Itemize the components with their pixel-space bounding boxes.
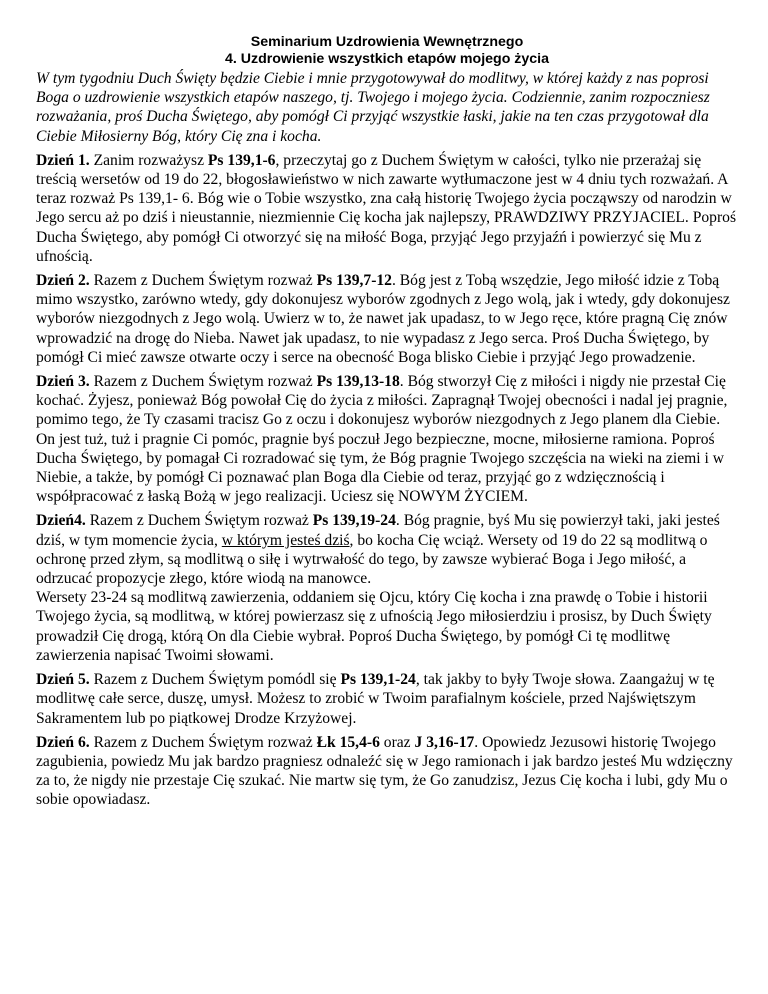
day-2-label: Dzień 2.: [36, 272, 90, 290]
day-5-text-b: , tak jakby to były Twoje słowa. Zaangażuj w tę modlitwę całe serce, duszę, umysł. Możesz to zrobić w Twoim parafialnym kościele, przed Najświętszym Sakramentem lub po piątkowej Drodze Krzyżowej.: [36, 671, 715, 727]
day-1-text-b: , przeczytaj go z Duchem Świętym w całości, tylko nie przerażaj się treścią wersetów od 19 do 22, błogosławieństwo w nich zawarte wytłumaczone jest w 4 dniu tych rozważań. A teraz rozważ Ps 139,1- 6. Bóg wie o Tobie wszystko, zna całą historię Twojego życia począwszy od narodzin w Jego sercu aż po dziś i nieustannie, niezmiennie Cię kocha jak najlepszy, PRAWDZIWY PRZYJACIEL. Poproś Ducha Świętego, aby pomógł Ci otworzyć się na miłość Boga, przyjąć Jego przyjaźń i powierzyć się Mu z ufnością.: [36, 151, 737, 265]
day-3-reference: Ps 139,13-18: [316, 373, 400, 391]
day-5-paragraph: [36, 670, 738, 728]
day-4-reference: Ps 139,19-24: [312, 512, 396, 530]
title-line-2: 4. Uzdrowienie wszystkich etapów mojego życia: [224, 51, 550, 67]
day-4-text-a: Razem z Duchem Świętym rozważ: [85, 512, 313, 530]
day-4-second-part: Wersety 23-24 są modlitwą zawierzenia, oddaniem się Ojcu, który Cię kocha i zna prawdę o Tobie i historii Twojego życia, są modlitwą, w której powierzasz się z ufnością Jego miłosierdziu i prosisz, by Duch Święty prowadził Cię drogą, którą On dla Ciebie wybrał. Poproś Ducha Świętego, by pomógł Ci tę modlitwę zawierzenia napisać Twoimi słowami.: [36, 589, 712, 664]
day-1-label: Dzień 1.: [36, 151, 90, 169]
day-2-text-b: . Bóg jest z Tobą wszędzie, Jego miłość idzie z Tobą mimo wszystko, zarówno wtedy, gdy dokonujesz wyborów zgodnych z Jego wolą, jak i wtedy, gdy dokonujesz wyborów niezgodnych z Jego wolą. Uwierz w to, że nawet jak upadasz, to w Jego ręce, które pragną Cię znów wprowadzić na drogę do Nieba. Nawet jak upadasz, to nie wypadasz z Jego serca. Proś Ducha Świętego, by pomógł Ci mieć zawsze otwarte oczy i serce na obecność Boga blisko Ciebie i przyjąć Jego prowadzenie.: [36, 272, 730, 366]
document-title: [36, 34, 738, 68]
day-3-text-a: Razem z Duchem Świętym rozważ: [89, 373, 317, 391]
day-2-reference: Ps 139,7-12: [316, 272, 392, 290]
day-3-paragraph: [36, 372, 738, 506]
day-6-text-b: . Opowiedz Jezusowi historię Twojego zagubienia, powiedz Mu jak bardzo pragniesz odnaleźć się w Jego ramionach i jak bardzo jesteś Mu wdzięczny za to, że nigdy nie przestaje Cię szukać. Nie martw się tym, że Go zanudzisz, Jezus Cię kocha i lubi, gdy Mu o sobie opowiadasz.: [36, 733, 733, 809]
day-1-paragraph: [36, 151, 738, 266]
day-1-reference: Ps 139,1-6: [207, 151, 276, 169]
day-3-label: Dzień 3.: [36, 373, 90, 391]
day-2-text-a: Razem z Duchem Świętym rozważ: [89, 272, 317, 290]
day-4-paragraph: [36, 511, 738, 665]
day-6-paragraph: [36, 733, 738, 810]
day-4-text-c: , bo kocha Cię wciąż. Wersety od 19 do 22 są modlitwą o ochronę przed złym, są modlitwą o siłę i wytrwałość do tego, by zawsze wybierać Boga i Jego miłość, a odrzucać propozycje złego, które wiodą na manowce.: [36, 531, 708, 588]
intro-paragraph: W tym tygodniu Duch Święty będzie Ciebie i mnie przygotowywał do modlitwy, w której każdy z nas poprosi Boga o uzdrowienie wszystkich etapów naszego, tj. Twojego i mojego życia. Codziennie, zanim rozpoczniesz rozważania, proś Ducha Świętego, aby pomógł Ci przyjąć wszystkie łaski, jakie na ten czas przygotował dla Ciebie Miłosierny Bóg, który Cię zna i kocha.: [36, 70, 710, 145]
day-4-label: Dzień4.: [36, 512, 86, 530]
day-6-text-a: Razem z Duchem Świętym rozważ: [89, 733, 317, 751]
day-4-text-b: . Bóg pragnie, byś Mu się powierzył taki, jaki jesteś dziś, w tym momencie życia,: [36, 512, 720, 549]
day-1-text-a: Zanim rozważysz: [89, 151, 208, 169]
day-6-reference-2: J 3,16-17: [414, 733, 475, 751]
day-6-reference-1: Łk 15,4-6: [316, 733, 380, 751]
day-5-label: Dzień 5.: [36, 671, 90, 689]
day-4-underlined-phrase: w którym jesteś dziś: [221, 531, 350, 549]
day-3-text-b: . Bóg stworzył Cię z miłości i nigdy nie przestał Cię kochać. Żyjesz, ponieważ Bóg powołał Cię do życia z miłości. Zapragnął Twojej obecności i nadal jej pragnie, pomimo tego, że Ty czasami tracisz Go z oczu i dokonujesz wyborów niezgodnych z Jego planem dla Ciebie. On jest tuż, tuż i pragnie Ci pomóc, pragnie byś poczuł Jego bezpieczne, mocne, miłosierne ramiona. Poproś Ducha Świętego, by pomagał Ci rozradować się tym, że Bóg pragnie Twojego szczęścia na wieki na ziemi i w Niebie, a także, by pomógł Ci poznawać plan Boga dla Ciebie od teraz, przyjąć go z wdzięcznością i współpracować z łaską Bożą w jego realizacji. Uciesz się NOWYM ŻYCIEM.: [36, 373, 728, 506]
day-5-reference: Ps 139,1-24: [340, 671, 416, 689]
day-2-paragraph: [36, 271, 738, 367]
day-5-text-a: Razem z Duchem Świętym pomódl się: [89, 671, 341, 689]
title-line-1: Seminarium Uzdrowienia Wewnętrznego: [250, 34, 524, 50]
day-6-label: Dzień 6.: [36, 733, 90, 751]
day-6-connector: oraz: [379, 733, 415, 751]
